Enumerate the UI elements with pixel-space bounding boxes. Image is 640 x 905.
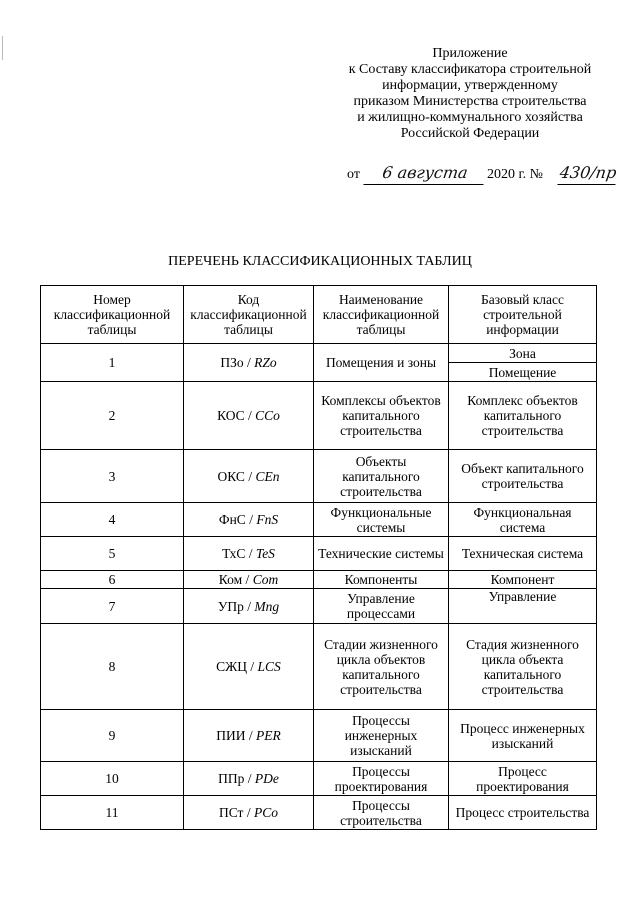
table-code-cell: Ком / Com — [184, 571, 314, 589]
scan-edge-mark — [2, 36, 3, 60]
base-class-cell: Объект капитального строительства — [449, 450, 597, 503]
header-line: Российской Федерации — [400, 126, 540, 141]
table-row — [41, 503, 597, 537]
column-header: Наименование классификационной таблицы — [314, 286, 449, 344]
table-row — [41, 571, 597, 589]
handwritten-order-number: 430/пр — [557, 162, 618, 185]
table-number-cell: 2 — [41, 382, 184, 450]
base-class-cell: Компонент — [449, 571, 597, 589]
header-line: Приложение — [432, 46, 508, 61]
table-row — [41, 710, 597, 762]
table-row — [41, 762, 597, 796]
table-row — [41, 624, 597, 710]
table-row — [41, 589, 597, 624]
table-name-cell: Процессы проектирования — [314, 762, 449, 796]
table-number-cell: 9 — [41, 710, 184, 762]
table-code-cell: ППр / PDe — [184, 762, 314, 796]
header-line: к Составу классификатора строительной — [348, 62, 592, 77]
order-date-line — [347, 162, 617, 188]
base-class-cell: Функциональная система — [449, 503, 597, 537]
table-name-cell: Помещения и зоны — [314, 344, 449, 382]
table-code-cell: ПСт / PCo — [184, 796, 314, 830]
table-number-cell: 1 — [41, 344, 184, 382]
order-year-number-label: 2020 г. № — [487, 167, 544, 182]
table-number-cell: 5 — [41, 537, 184, 571]
table-name-cell: Комплексы объектов капитального строительства — [314, 382, 449, 450]
classification-table — [40, 285, 597, 830]
table-number-cell: 7 — [41, 589, 184, 624]
header-line: приказом Министерства строительства — [353, 94, 587, 109]
base-class-cell: Помещение — [449, 363, 597, 382]
table-row — [41, 796, 597, 830]
base-class-cell: Процесс инженерных изысканий — [449, 710, 597, 762]
handwritten-date: 6 августа — [363, 162, 486, 185]
table-name-cell: Компоненты — [314, 571, 449, 589]
table-code-cell: СЖЦ / LCS — [184, 624, 314, 710]
table-name-cell: Управление процессами — [314, 589, 449, 624]
table-number-cell: 3 — [41, 450, 184, 503]
table-row — [41, 344, 597, 363]
table-row — [41, 537, 597, 571]
table-code-cell: ФнС / FnS — [184, 503, 314, 537]
table-number-cell: 6 — [41, 571, 184, 589]
base-class-cell: Комплекс объектов капитального строительства — [449, 382, 597, 450]
table-number-cell: 10 — [41, 762, 184, 796]
column-header: Код классификационной таблицы — [184, 286, 314, 344]
table-number-cell: 11 — [41, 796, 184, 830]
table-code-cell: ПЗо / RZo — [184, 344, 314, 382]
table-name-cell: Функциональные системы — [314, 503, 449, 537]
table-name-cell: Стадии жизненного цикла объектов капитального строительства — [314, 624, 449, 710]
table-code-cell: КОС / CCo — [184, 382, 314, 450]
document-title: ПЕРЕЧЕНЬ КЛАССИФИКАЦИОННЫХ ТАБЛИЦ — [168, 254, 472, 269]
appendix-header — [320, 46, 620, 142]
date-prefix: от — [347, 167, 360, 182]
column-header: Номер классификационной таблицы — [41, 286, 184, 344]
header-line: информации, утвержденному — [382, 78, 558, 93]
header-line: и жилищно-коммунального хозяйства — [357, 110, 583, 125]
table-code-cell: ОКС / CEn — [184, 450, 314, 503]
table-name-cell: Технические системы — [314, 537, 449, 571]
base-class-cell: Техническая система — [449, 537, 597, 571]
base-class-cell: Зона — [449, 344, 597, 363]
table-code-cell: УПр / Mng — [184, 589, 314, 624]
base-class-cell: Управление — [449, 589, 597, 624]
table-header-row — [41, 286, 597, 344]
table-name-cell: Объекты капитального строительства — [314, 450, 449, 503]
table-name-cell: Процессы строительства — [314, 796, 449, 830]
base-class-cell: Процесс строительства — [449, 796, 597, 830]
table-code-cell: ТхС / TeS — [184, 537, 314, 571]
column-header: Базовый класс строительной информации — [449, 286, 597, 344]
table-row — [41, 382, 597, 450]
table-number-cell: 8 — [41, 624, 184, 710]
table-name-cell: Процессы инженерных изысканий — [314, 710, 449, 762]
table-code-cell: ПИИ / PER — [184, 710, 314, 762]
table-number-cell: 4 — [41, 503, 184, 537]
base-class-cell: Процесс проектирования — [449, 762, 597, 796]
base-class-cell: Стадия жизненного цикла объекта капитального строительства — [449, 624, 597, 710]
table-row — [41, 450, 597, 503]
